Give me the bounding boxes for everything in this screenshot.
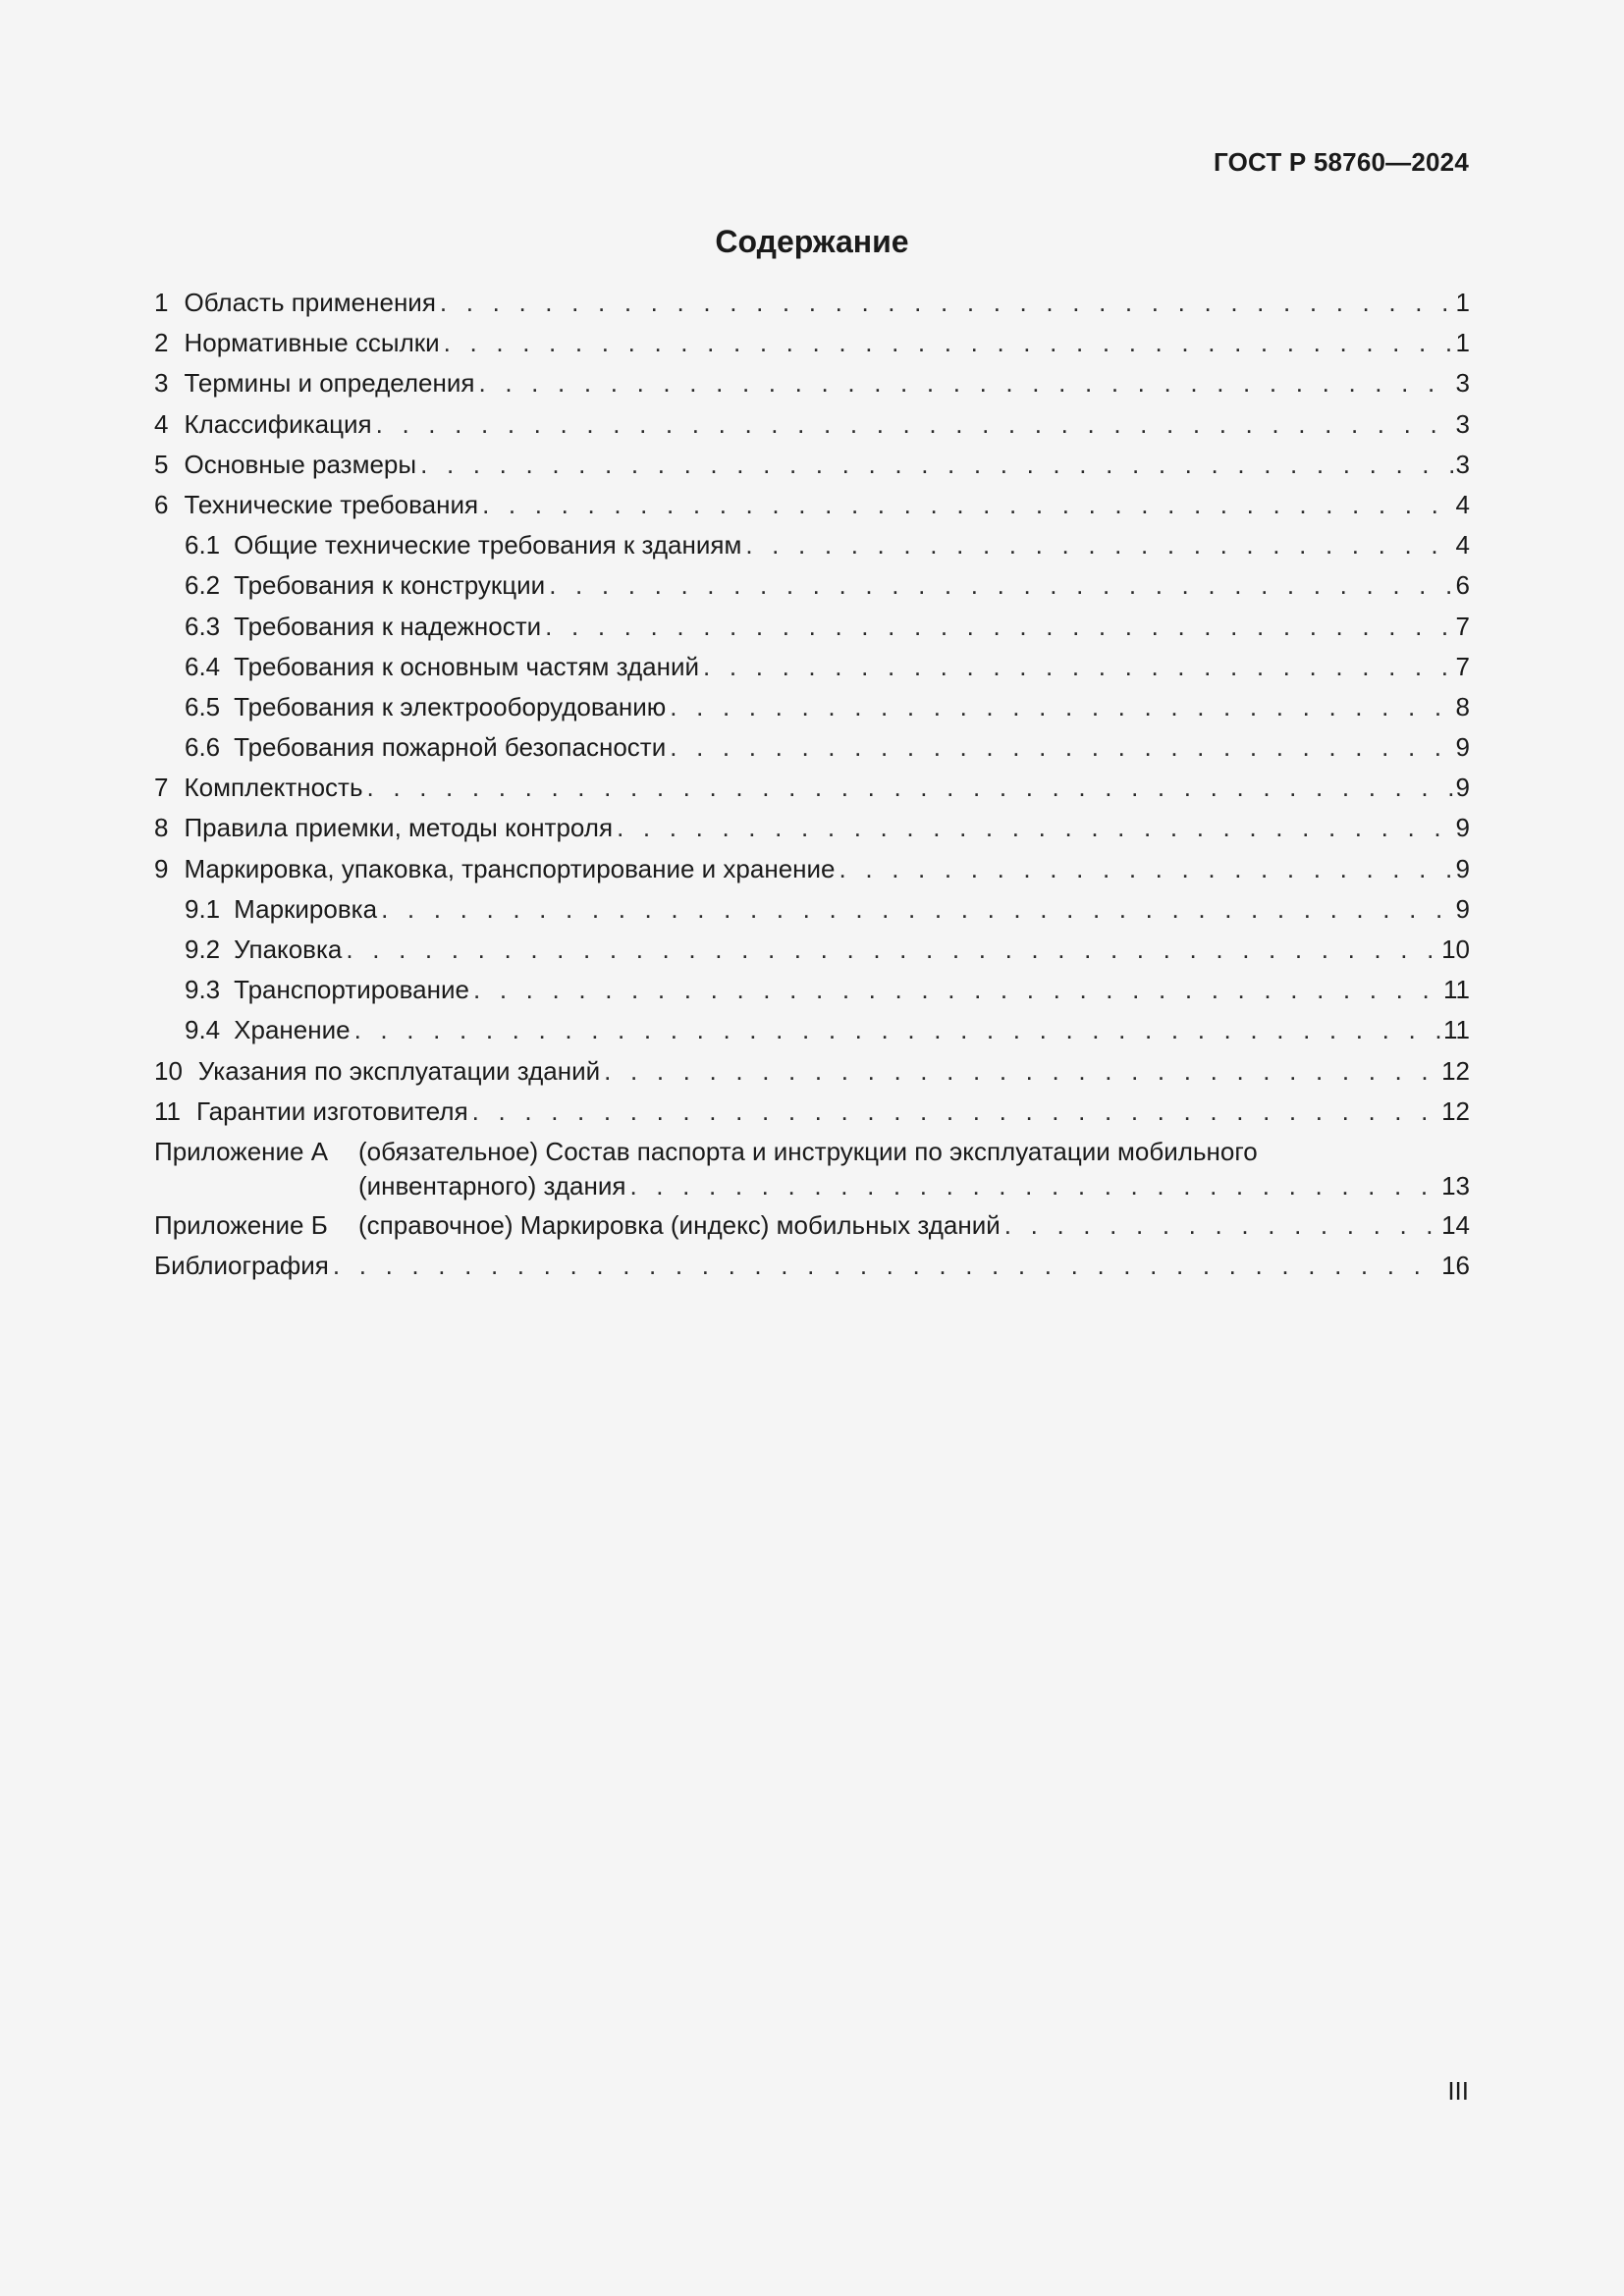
toc-entry-page: 1 <box>1455 328 1470 358</box>
toc-entry[interactable] <box>154 889 1470 930</box>
toc-entry-title: Гарантии изготовителя <box>196 1095 468 1126</box>
appendix-a-label: Приложение А <box>154 1136 329 1166</box>
toc-entry-page: 8 <box>1455 691 1470 721</box>
table-of-contents <box>154 283 1470 1286</box>
toc-entry-title: Общие технические требования к зданиям <box>234 530 742 561</box>
bibliography-page: 16 <box>1441 1251 1470 1281</box>
toc-entry[interactable] <box>154 323 1470 363</box>
toc-entry-appendix-a[interactable] <box>154 1135 1470 1203</box>
toc-entry-number: 4 <box>154 408 169 439</box>
toc-entry-number: 6 <box>154 489 169 519</box>
toc-entry-page: 9 <box>1455 893 1470 924</box>
toc-leader-dots <box>436 283 1454 323</box>
toc-entry-page: 7 <box>1455 651 1470 681</box>
toc-entry-number: 6.5 <box>185 691 221 721</box>
toc-leader-dots <box>1001 1205 1439 1246</box>
toc-entry-page: 3 <box>1455 408 1470 439</box>
toc-entry-number: 9 <box>154 853 169 883</box>
toc-entry-title: Требования к электрооборудованию <box>234 691 667 721</box>
toc-entry-title: Требования пожарной безопасности <box>234 732 667 763</box>
toc-entry-page: 9 <box>1455 813 1470 843</box>
toc-leader-dots <box>372 404 1454 445</box>
toc-entry-title: Комплектность <box>184 773 363 803</box>
toc-entry-title: Область применения <box>184 288 436 317</box>
toc-entry-number: 9.1 <box>185 893 221 924</box>
toc-leader-dots <box>478 485 1453 525</box>
toc-entry[interactable] <box>154 283 1470 323</box>
toc-leader-dots <box>836 849 1454 889</box>
toc-entry-title: Нормативные ссылки <box>184 328 440 358</box>
toc-entry[interactable] <box>154 1092 1470 1132</box>
toc-title: Содержание <box>715 224 909 259</box>
toc-entry-title: Требования к конструкции <box>234 570 546 601</box>
toc-entry-number: 6.1 <box>185 530 221 561</box>
appendix-b-page: 14 <box>1441 1209 1470 1240</box>
toc-entry-number: 9.3 <box>185 975 221 1005</box>
toc-entry[interactable] <box>154 808 1470 848</box>
toc-entries <box>154 283 1470 1132</box>
toc-entry-title: Указания по эксплуатации зданий <box>197 1055 601 1086</box>
toc-entry-title: Требования к надежности <box>234 611 542 641</box>
toc-entry-number: 1 <box>154 288 169 317</box>
toc-entry-number: 11 <box>154 1095 181 1126</box>
toc-entry-title: Маркировка <box>234 893 378 924</box>
appendix-a-title-line2-wrap <box>358 1169 1470 1203</box>
appendix-a-title-line1: (обязательное) Состав паспорта и инструкции по эксплуатации мобильного <box>358 1136 1258 1166</box>
toc-entry-bibliography[interactable] <box>154 1246 1470 1286</box>
toc-leader-dots <box>363 768 1454 808</box>
toc-entry[interactable] <box>154 404 1470 445</box>
toc-entry[interactable] <box>154 525 1470 565</box>
toc-entry-title: Основные размеры <box>184 449 417 479</box>
toc-leader-dots <box>469 970 1441 1010</box>
toc-entry-title: Требования к основным частям зданий <box>234 651 700 681</box>
toc-leader-dots <box>699 647 1453 687</box>
toc-entry-page: 9 <box>1455 853 1470 883</box>
toc-entry-page: 4 <box>1455 530 1470 561</box>
toc-entry-title: Классификация <box>184 408 372 439</box>
toc-entry[interactable] <box>154 607 1470 647</box>
toc-entry-page: 11 <box>1443 975 1470 1005</box>
toc-entry-number: 5 <box>154 449 169 479</box>
appendix-b-title: (справочное) Маркировка (индекс) мобильных зданий <box>358 1209 1001 1240</box>
toc-leader-dots <box>377 889 1453 930</box>
toc-entry[interactable] <box>154 565 1470 606</box>
toc-leader-dots <box>666 727 1453 768</box>
toc-leader-dots <box>545 565 1453 606</box>
toc-leader-dots <box>541 607 1453 647</box>
toc-leader-dots <box>741 525 1453 565</box>
toc-leader-dots <box>416 445 1453 485</box>
toc-entry-title: Технические требования <box>184 489 479 519</box>
toc-entry-title: Транспортирование <box>234 975 469 1005</box>
page-number: III <box>1447 2076 1469 2106</box>
toc-entry-title: Упаковка <box>234 934 343 964</box>
toc-leader-dots <box>474 363 1453 403</box>
toc-entry[interactable] <box>154 485 1470 525</box>
toc-entry-number: 7 <box>154 773 169 803</box>
toc-entry-number: 6.4 <box>185 651 221 681</box>
bibliography-title: Библиография <box>154 1251 329 1281</box>
toc-entry[interactable] <box>154 970 1470 1010</box>
appendix-b-label: Приложение Б <box>154 1209 328 1240</box>
toc-entry-page: 3 <box>1455 368 1470 399</box>
toc-leader-dots <box>600 1051 1439 1092</box>
toc-entry-number: 6.3 <box>185 611 221 641</box>
toc-leader-dots <box>468 1092 1439 1132</box>
toc-leader-dots <box>666 687 1453 727</box>
toc-leader-dots <box>613 808 1453 848</box>
appendix-a-page: 13 <box>1441 1170 1470 1201</box>
toc-entry-title: Маркировка, упаковка, транспортирование и хранение <box>184 853 836 883</box>
toc-entry-page: 4 <box>1455 489 1470 519</box>
toc-entry-number: 3 <box>154 368 169 399</box>
toc-entry-number: 6.6 <box>185 732 221 763</box>
toc-entry-number: 6.2 <box>185 570 221 601</box>
toc-entry-number: 2 <box>154 328 169 358</box>
toc-entry-appendix-b[interactable] <box>154 1205 1470 1246</box>
toc-leader-dots <box>440 323 1454 363</box>
toc-entry-number: 9.4 <box>185 1015 221 1045</box>
toc-entry-page: 12 <box>1441 1055 1470 1086</box>
toc-entry[interactable] <box>154 1051 1470 1092</box>
toc-entry-page: 1 <box>1455 288 1470 317</box>
toc-leader-dots <box>351 1010 1441 1050</box>
toc-entry-number: 8 <box>154 813 169 843</box>
toc-leader-dots <box>625 1169 1439 1203</box>
toc-entry-page: 11 <box>1443 1015 1470 1045</box>
toc-entry[interactable] <box>154 849 1470 889</box>
toc-entry-title: Правила приемки, методы контроля <box>184 813 614 843</box>
toc-leader-dots <box>329 1246 1439 1286</box>
toc-entry-page: 7 <box>1455 611 1470 641</box>
toc-entry-page: 9 <box>1455 732 1470 763</box>
toc-entry-page: 6 <box>1455 570 1470 601</box>
appendix-a-title-line2: (инвентарного) здания <box>358 1170 626 1201</box>
toc-entry-number: 10 <box>154 1055 183 1086</box>
toc-entry-page: 3 <box>1455 449 1470 479</box>
toc-entry[interactable] <box>154 445 1470 485</box>
document-code: ГОСТ Р 58760—2024 <box>1214 147 1469 177</box>
toc-entry-page: 12 <box>1441 1095 1470 1126</box>
toc-entry-title: Термины и определения <box>184 368 475 399</box>
toc-entry-page: 10 <box>1441 934 1470 964</box>
toc-entry[interactable] <box>154 687 1470 727</box>
toc-entry[interactable] <box>154 727 1470 768</box>
toc-entry[interactable] <box>154 1010 1470 1050</box>
toc-entry[interactable] <box>154 647 1470 687</box>
toc-leader-dots <box>342 930 1439 970</box>
toc-entry[interactable] <box>154 768 1470 808</box>
toc-entry-title: Хранение <box>234 1015 351 1045</box>
toc-entry-page: 9 <box>1455 773 1470 803</box>
toc-entry-number: 9.2 <box>185 934 221 964</box>
toc-entry[interactable] <box>154 363 1470 403</box>
toc-entry[interactable] <box>154 930 1470 970</box>
